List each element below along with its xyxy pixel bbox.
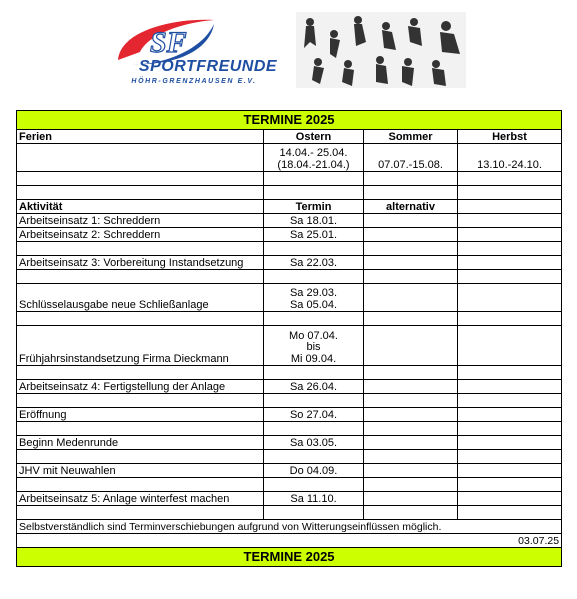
activity-termin: Sa 22.03. xyxy=(264,256,364,270)
activity-termin: Mo 07.04. bis Mi 09.04. xyxy=(264,326,364,366)
spacer-row xyxy=(17,312,562,326)
ferien-ostern-value: 14.04.- 25.04. (18.04.-21.04.) xyxy=(264,144,364,172)
activity-termin: Sa 11.10. xyxy=(264,492,364,506)
ferien-col-ostern: Ostern xyxy=(264,130,364,144)
spacer-row xyxy=(17,270,562,284)
table-row xyxy=(17,464,562,478)
activities-header-row xyxy=(17,200,562,214)
spacer-row xyxy=(17,450,562,464)
logo-subline: HÖHR-GRENZHAUSEN E.V. xyxy=(131,78,257,85)
ferien-sommer-value: 07.07.-15.08. xyxy=(364,144,458,172)
spacer-row xyxy=(17,366,562,380)
table-row xyxy=(17,436,562,450)
activity-name: Arbeitseinsatz 1: Schreddern xyxy=(17,214,264,228)
activity-col-header: Aktivität xyxy=(17,200,264,214)
table-row xyxy=(17,256,562,270)
weather-note: Selbstverständlich sind Terminverschiebungen aufgrund von Witterungseinflüssen möglich. xyxy=(17,520,562,534)
ferien-label: Ferien xyxy=(17,130,264,144)
activity-termin: Sa 29.03. Sa 05.04. xyxy=(264,284,364,312)
note-row xyxy=(17,520,562,534)
activity-name: Schlüsselausgabe neue Schließanlage xyxy=(17,284,264,312)
club-logo xyxy=(110,14,278,94)
activity-name: Arbeitseinsatz 3: Vorbereitung Instandsetzung xyxy=(17,256,264,270)
spacer-row xyxy=(17,478,562,492)
termin-col-header: Termin xyxy=(264,200,364,214)
activity-name: Arbeitseinsatz 2: Schreddern xyxy=(17,228,264,242)
table-row xyxy=(17,326,562,366)
footer-title: TERMINE 2025 xyxy=(17,548,562,567)
table-row xyxy=(17,492,562,506)
table-row xyxy=(17,228,562,242)
table-row xyxy=(17,408,562,422)
spacer-row xyxy=(17,242,562,256)
ferien-col-herbst: Herbst xyxy=(458,130,562,144)
activity-termin: Sa 18.01. xyxy=(264,214,364,228)
activity-name: Beginn Medenrunde xyxy=(17,436,264,450)
activity-name: Eröffnung xyxy=(17,408,264,422)
table-row xyxy=(17,380,562,394)
title-band xyxy=(17,111,562,130)
spacer-row xyxy=(17,422,562,436)
ferien-col-sommer: Sommer xyxy=(364,130,458,144)
activity-termin: Sa 03.05. xyxy=(264,436,364,450)
schedule-table xyxy=(16,110,562,567)
table-title: TERMINE 2025 xyxy=(17,111,562,130)
logo-wordmark: SPORTFREUNDE xyxy=(138,58,278,75)
footer-band xyxy=(17,548,562,567)
table-row xyxy=(17,214,562,228)
activity-termin: So 27.04. xyxy=(264,408,364,422)
activity-name: Arbeitseinsatz 4: Fertigstellung der Anlage xyxy=(17,380,264,394)
ferien-herbst-value: 13.10.-24.10. xyxy=(458,144,562,172)
ferien-values-row xyxy=(17,144,562,172)
activity-name: Frühjahrsinstandsetzung Firma Dieckmann xyxy=(17,326,264,366)
spacer-row xyxy=(17,186,562,200)
activity-termin: Do 04.09. xyxy=(264,464,364,478)
activity-termin: Sa 25.01. xyxy=(264,228,364,242)
spacer-row xyxy=(17,394,562,408)
sports-silhouettes-icon xyxy=(296,12,466,88)
ferien-header-row xyxy=(17,130,562,144)
spacer-row xyxy=(17,172,562,186)
activity-name: Arbeitseinsatz 5: Anlage winterfest machen xyxy=(17,492,264,506)
svg-text:SF: SF xyxy=(150,26,187,59)
alternativ-col-header: alternativ xyxy=(364,200,458,214)
date-stamp: 03.07.25 xyxy=(17,534,562,548)
spacer-row xyxy=(17,506,562,520)
activity-termin: Sa 26.04. xyxy=(264,380,364,394)
date-row xyxy=(17,534,562,548)
activity-name: JHV mit Neuwahlen xyxy=(17,464,264,478)
table-row xyxy=(17,284,562,312)
